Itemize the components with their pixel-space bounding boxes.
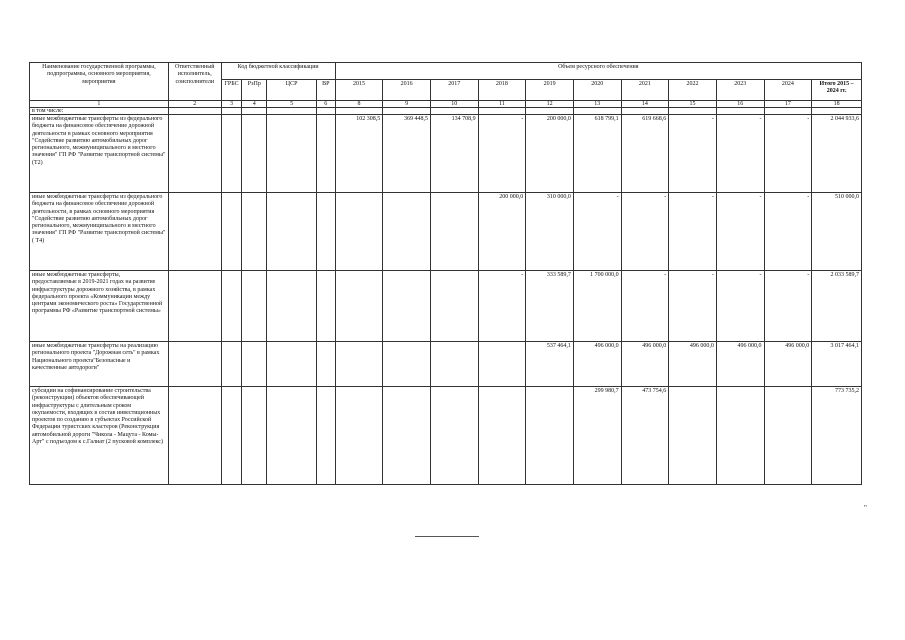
- year-value: 200 000,0: [478, 193, 526, 271]
- row-name: иные межбюджетные трансферты, предоставляемые в 2019-2021 годах на развитие инфраструктуры дорожного хозяйства, в рамках федерального проекта «Коммуникации между центрами экономического роста» Государственной программы РФ «Развитие транспортной системы»: [30, 271, 169, 342]
- row-total: 510 000,0: [812, 193, 862, 271]
- year-value: [383, 271, 431, 342]
- column-number: 12: [526, 101, 574, 108]
- year-value: 537 464,1: [526, 342, 574, 387]
- row-name: иные межбюджетные трансферты из федерального бюджета на финансовое обеспечение дорожной деятельности в рамках основного мероприятия "Содействие развитию автомобильных дорог регионального, межмуниципального и местного значения" ГП РФ "Развитие транспортной системы" (Т2): [30, 115, 169, 193]
- footnote-divider: [415, 536, 479, 537]
- year-value: -: [716, 115, 764, 193]
- year-value: [383, 193, 431, 271]
- column-number: 6: [316, 101, 335, 108]
- col-header-year: 2018: [478, 80, 526, 101]
- year-value: 496 000,0: [621, 342, 669, 387]
- col-header-year: 2015: [335, 80, 383, 101]
- year-value: [716, 387, 764, 485]
- col-header-year: 2024: [764, 80, 812, 101]
- col-header-csr: ЦСР: [267, 80, 317, 101]
- column-number: 18: [812, 101, 862, 108]
- year-value: -: [669, 115, 717, 193]
- year-value: 333 589,7: [526, 271, 574, 342]
- year-value: -: [621, 271, 669, 342]
- subheader-label: в том числе:: [30, 108, 169, 115]
- col-header-year: 2023: [716, 80, 764, 101]
- col-header-vr: ВР: [316, 80, 335, 101]
- year-value: -: [764, 193, 812, 271]
- table-row: [30, 342, 862, 387]
- year-value: [526, 387, 574, 485]
- table-row: [30, 271, 862, 342]
- table-row: [30, 387, 862, 485]
- year-value: [478, 342, 526, 387]
- year-value: [335, 387, 383, 485]
- subheader-row: [30, 108, 862, 115]
- year-value: 618 799,1: [573, 115, 621, 193]
- column-number: 17: [764, 101, 812, 108]
- header-row-1: [30, 63, 862, 80]
- year-value: 1 700 000,0: [573, 271, 621, 342]
- year-value: [478, 387, 526, 485]
- budget-document: [29, 62, 862, 485]
- year-value: [430, 271, 478, 342]
- year-value: -: [716, 193, 764, 271]
- year-value: 369 448,5: [383, 115, 431, 193]
- closing-quote-mark: ": [864, 504, 867, 512]
- col-header-rzpr: РзПр: [242, 80, 267, 101]
- year-value: [430, 193, 478, 271]
- year-value: 200 000,0: [526, 115, 574, 193]
- year-value: [430, 342, 478, 387]
- row-name: иные межбюджетные трансферты на реализацию регионального проекта "Дорожная сеть" в рамках Национального проекта"Безопасные и качественные автодороги": [30, 342, 169, 387]
- column-number: 9: [383, 101, 431, 108]
- row-name: иные межбюджетные трансферты из федерального бюджета на финансовое обеспечение дорожной деятельности, в рамках основного мероприятия "Содействие развитию автомобильных дорог регионального, межмуниципального и местного значения" ГП РФ "Развитие транспортной системы" ( Т4): [30, 193, 169, 271]
- year-value: [335, 271, 383, 342]
- col-header-total: Итого 2015 – 2024 гг.: [812, 80, 862, 101]
- year-value: 102 308,5: [335, 115, 383, 193]
- row-total: 2 033 589,7: [812, 271, 862, 342]
- year-value: -: [573, 193, 621, 271]
- column-number: 10: [430, 101, 478, 108]
- col-header-executor: Ответственный исполнитель, соисполнители: [168, 63, 221, 101]
- column-number: 13: [573, 101, 621, 108]
- year-value: -: [716, 271, 764, 342]
- column-number: 1: [30, 101, 169, 108]
- col-header-year: 2021: [621, 80, 669, 101]
- year-value: [383, 342, 431, 387]
- year-value: [669, 387, 717, 485]
- year-value: -: [478, 271, 526, 342]
- col-header-year: 2019: [526, 80, 574, 101]
- col-header-year: 2022: [669, 80, 717, 101]
- row-total: 2 044 933,6: [812, 115, 862, 193]
- year-value: -: [764, 271, 812, 342]
- budget-table: [29, 62, 862, 485]
- row-total: 3 017 464,1: [812, 342, 862, 387]
- year-value: 134 708,9: [430, 115, 478, 193]
- table-row: [30, 115, 862, 193]
- col-header-year: 2020: [573, 80, 621, 101]
- column-number-row: [30, 101, 862, 108]
- col-header-year: 2016: [383, 80, 431, 101]
- year-value: [383, 387, 431, 485]
- table-row: [30, 193, 862, 271]
- column-number: 3: [221, 101, 242, 108]
- year-value: 299 980,7: [573, 387, 621, 485]
- row-total: 773 735,2: [812, 387, 862, 485]
- year-value: [764, 387, 812, 485]
- year-value: 310 000,0: [526, 193, 574, 271]
- year-value: 496 000,0: [716, 342, 764, 387]
- col-header-name: Наименование государственной программы, подпрограммы, основного мероприятия, мероприятия: [30, 63, 169, 101]
- column-number: 16: [716, 101, 764, 108]
- column-number: 15: [669, 101, 717, 108]
- year-value: 496 000,0: [669, 342, 717, 387]
- column-number: 11: [478, 101, 526, 108]
- year-value: -: [669, 271, 717, 342]
- year-value: [335, 342, 383, 387]
- year-value: 496 000,0: [764, 342, 812, 387]
- year-value: -: [621, 193, 669, 271]
- year-value: 496 000,0: [573, 342, 621, 387]
- column-number: 14: [621, 101, 669, 108]
- year-value: -: [669, 193, 717, 271]
- year-value: 473 754,6: [621, 387, 669, 485]
- year-value: -: [478, 115, 526, 193]
- year-value: [430, 387, 478, 485]
- col-header-resources: Объем ресурсного обеспечения: [335, 63, 861, 80]
- col-header-budget-code: Код бюджетной классификации: [221, 63, 335, 80]
- row-name: субсидии на софинансирование строительства (реконструкции) объектов обеспечивающей инфраструктуры с длительным сроком окупаемости, входящих в состав инвестиционных проектов по созданию в субъектах Российской Федерации туристских кластеров (Реконструкция автомобильной дороги "Чикола - Мацута - Комы-Арт" с подъездом к с.Галиат (2 пусковой комплекс): [30, 387, 169, 485]
- column-number: 5: [267, 101, 317, 108]
- year-value: -: [764, 115, 812, 193]
- column-number: 4: [242, 101, 267, 108]
- column-number: 2: [168, 101, 221, 108]
- year-value: 619 668,6: [621, 115, 669, 193]
- year-value: [335, 193, 383, 271]
- col-header-year: 2017: [430, 80, 478, 101]
- col-header-grbs: ГРБС: [221, 80, 242, 101]
- column-number: 8: [335, 101, 383, 108]
